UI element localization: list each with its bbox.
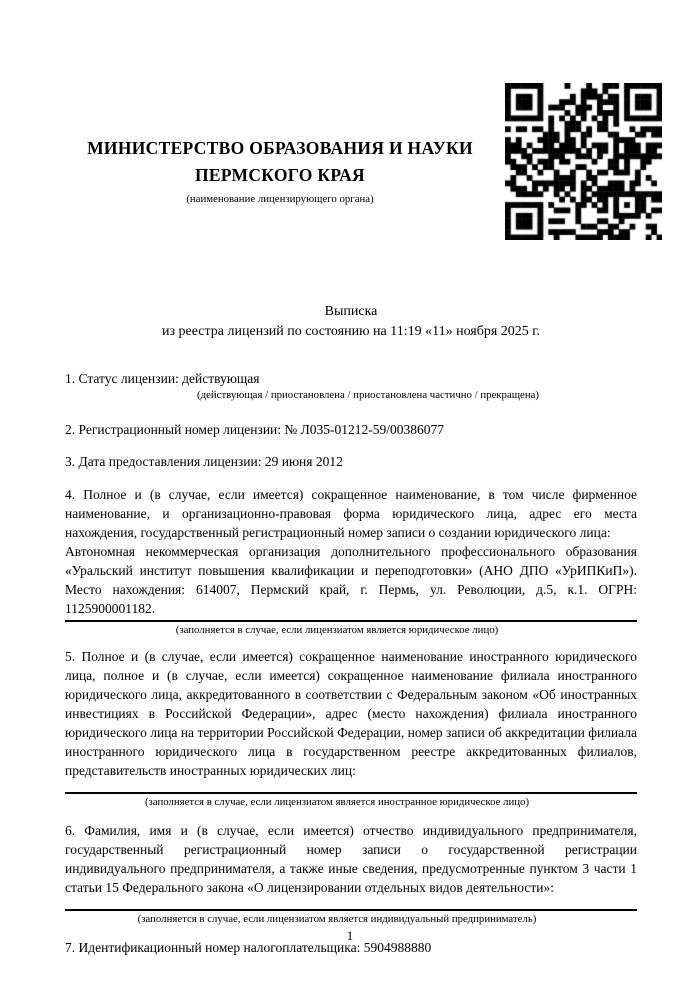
ministry-name-line2: ПЕРМСКОГО КРАЯ	[195, 165, 365, 185]
item-foreign-entity-label: 5. Полное и (в случае, если имеется) сокращенное наименование иностранного юридического лица, полное и (в случае, если имеется) сокращенное наименование филиала иностранного юридического лица, аккредитованного в соответствии с Федеральным законом «Об иностранных инвестициях в Российской Федерации», адрес (место нахождения) филиала иностранного юридического лица на территории Российской Федерации, номер записи об аккредитации филиала иностранного юридического лица в государственном реестре аккредитованных филиалов, представительств иностранных юридических лиц:	[65, 649, 637, 778]
document-title	[65, 302, 637, 342]
page-number: 1	[346, 928, 354, 943]
item-individual-entrepreneur-label: 6. Фамилия, имя и (в случае, если имеется) отчество индивидуального предпринимателя, государственный регистрационный номер записи о государственной регистрации индивидуального предпринимателя, а также иные сведения, предусмотренные пунктом 3 части 1 статьи 15 Федерального закона «О лицензировании отдельных видов деятельности»:	[65, 823, 637, 895]
item-legal-entity-label: 4. Полное и (в случае, если имеется) сокращенное наименование, в том числе фирменное наименование, и организационно-правовая форма юридического лица, адрес его места нахождения, государственный регистрационный номер записи о создании юридического лица:	[65, 487, 637, 540]
foreign-entity-underline	[65, 792, 637, 794]
item-registration-number: 2. Регистрационный номер лицензии: № Л035-01212-59/00386077	[65, 422, 445, 437]
ministry-caption: (наименование лицензирующего органа)	[186, 193, 374, 205]
item-license-status-note: (действующая / приостановлена / приостановлена частично / прекращена)	[197, 389, 539, 401]
item-legal-entity-note: (заполняется в случае, если лицензиатом является юридическое лицо)	[175, 624, 499, 636]
doc-title-line1: Выписка	[324, 304, 378, 319]
qr-code-icon	[505, 83, 662, 240]
legal-entity-underline	[65, 620, 637, 622]
document-content	[0, 135, 700, 957]
item-grant-date: 3. Дата предоставления лицензии: 29 июня 2012	[65, 454, 343, 469]
doc-title-line2: из реестра лицензий по состоянию на 11:19 «11» ноября 2025 г.	[162, 324, 540, 339]
item-taxpayer-number: 7. Идентификационный номер налогоплательщика: 5904988880	[65, 940, 432, 955]
item-license-status: 1. Статус лицензии: действующая	[65, 371, 260, 386]
item-legal-entity-value: Автономная некоммерческая организация дополнительного профессионального образования «Уральский институт повышения квалификации и переподготовки» (АНО ДПО «УрИПКиП»). Место нахождения: 614007, Пермский край, г. Пермь, ул. Революции, д.5, к.1. ОГРН: 1125900001182.	[65, 544, 637, 616]
licensing-authority-header	[65, 135, 495, 206]
item-individual-entrepreneur-note: (заполняется в случае, если лицензиатом является индивидуальный предприниматель)	[137, 913, 537, 925]
individual-entrepreneur-underline	[65, 909, 637, 911]
ministry-name-line1: МИНИСТЕРСТВО ОБРАЗОВАНИЯ И НАУКИ	[87, 138, 473, 158]
item-foreign-entity-note: (заполняется в случае, если лицензиатом является иностранное юридическое лицо)	[144, 796, 530, 808]
